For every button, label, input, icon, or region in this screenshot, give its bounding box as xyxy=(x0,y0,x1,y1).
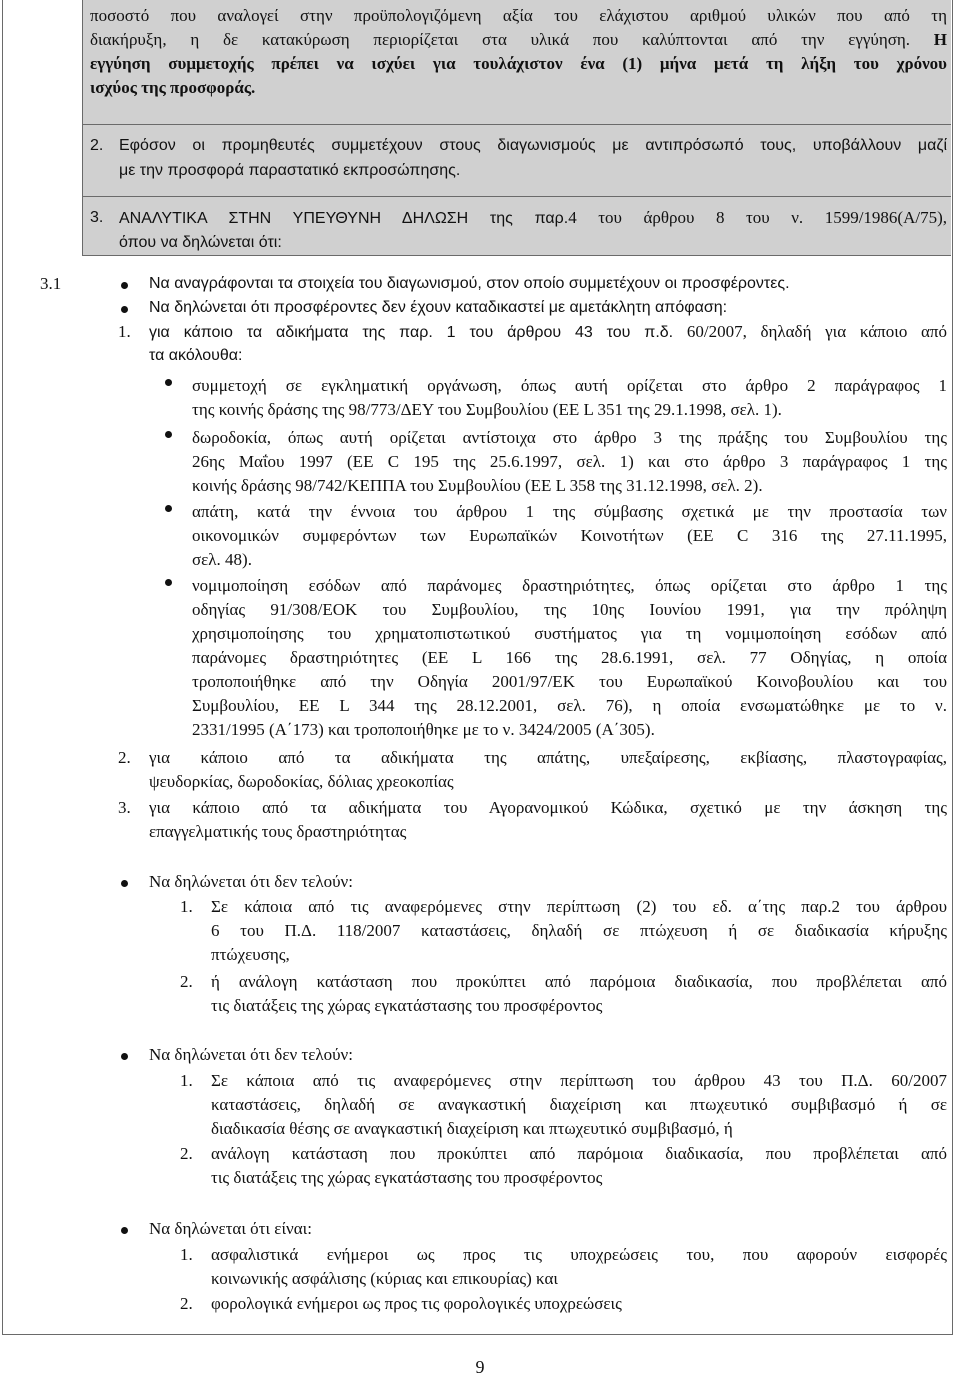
list-number: 1. xyxy=(180,897,193,916)
paragraph-line: διακήρυξη, η δε κατακύρωση περιορίζεται στα υλικά που καλύπτονται από την εγγύηση. Η xyxy=(90,30,947,49)
divider xyxy=(82,196,951,197)
list-item-text: Σε κάποια από τις αναφερόμενες στην περίπτωση του άρθρου 43 του Π.Δ. 60/2007 καταστάσεις, δηλαδή σε αναγκαστική διαχείριση και πτωχευτικό συμβιβασμό ή σε διαδικασία θέσης σε αναγκαστική διαχείριση και πτωχευτικό συμβιβασμό, ή xyxy=(211,1071,947,1138)
bullet-icon xyxy=(121,306,128,313)
list-number: 1. xyxy=(118,322,131,341)
bullet-icon xyxy=(165,579,172,586)
list-number: 1. xyxy=(180,1071,193,1090)
bullet-icon xyxy=(165,505,172,512)
requirement-line: Να δηλώνεται ότι προσφέροντες δεν έχουν καταδικαστεί με αμετάκλητη απόφαση: xyxy=(149,299,728,316)
divider xyxy=(82,124,951,125)
item-3-number: 3. xyxy=(90,209,104,226)
paragraph-line: ισχύος της προσφοράς. xyxy=(90,78,256,97)
list-item-text: για κάποιο τα αδικήματα της παρ. 1 του άρθρου 43 του π.δ. 60/2007, δηλαδή για κάποιο από τα ακόλουθα: xyxy=(149,322,947,364)
list-number: 2. xyxy=(180,1144,193,1163)
list-item-text: ή ανάλογη κατάσταση που προκύπτει από παρόμοια διαδικασία, που προβλέπεται από τις διατάξεις της χώρας εγκατάστασης του προσφέροντος xyxy=(211,972,947,1015)
page-number: 9 xyxy=(475,1357,485,1377)
list-number: 2. xyxy=(118,748,131,767)
list-item-text: Σε κάποια από τις αναφερόμενες στην περίπτωση (2) του εδ. α΄της παρ.2 του άρθρου 6 του Π.Δ. 118/2007 καταστάσεις, δηλαδή σε πτώχευση ή σε διαδικασία κήρυξης πτώχευσης, xyxy=(211,897,947,964)
requirement-line: Να αναγράφονται τα στοιχεία του διαγωνισμού, στον οποίο συμμετέχουν οι προσφέροντες. xyxy=(149,275,790,292)
list-number: 2. xyxy=(180,1294,193,1313)
bullet-icon xyxy=(121,1227,128,1234)
list-item-text: ασφαλιστικά ενήμεροι ως προς τις υποχρεώσεις του, που αφορούν εισφορές κοινωνικής ασφάλισης (κύριας και επικουρίας) και xyxy=(211,1245,947,1288)
item-3-heading: ΑΝΑΛΥΤΙΚΑ ΣΤΗΝ ΥΠΕΥΘΥΝΗ ΔΗΛΩΣΗ της παρ.4 του άρθρου 8 του ν. 1599/1986(Α/75), όπου να δηλώνεται ότι: xyxy=(119,208,947,251)
offense-item: νομιμοποίηση εσόδων από παράνομες δραστηριότητες, όπως ορίζεται στο άρθρο 1 της οδηγίας 91/308/ΕΟΚ του Συμβουλίου, της 10ης Ιουνίου 1991, για την πρόληψη χρησιμοποίησης του χρηματοπιστωτικού συστήματος για τη νομιμοποίηση εσόδων από παράνομες δραστηριότητες (ΕΕ L 166 της 28.6.1991, σελ. 77 Οδηγίας, η οποία τροποποιήθηκε από την Οδηγία 2001/97/ΕΚ του Ευρωπαϊκού Κοινοβουλίου και του Συμβουλίου, ΕΕ L 344 της 28.12.2001, σελ. 76), η οποία ενσωματώθηκε με το ν. 2331/1995 (Α΄173) και τροποποιήθηκε με το ν. 3424/2005 (Α΄305). xyxy=(192,576,947,739)
declaration-title: Να δηλώνεται ότι δεν τελούν: xyxy=(149,872,353,891)
list-number: 3. xyxy=(118,798,131,817)
guarantee-paragraph xyxy=(90,4,947,100)
paragraph-line: εγγύηση συμμετοχής πρέπει να ισχύει για τουλάχιστον ένα (1) μήνα μετά τη λήξη του χρόνου xyxy=(90,54,947,73)
section-number: 3.1 xyxy=(40,274,62,293)
item-2-text: Εφόσον οι προμηθευτές συμμετέχουν στους διαγωνισμούς με αντιπρόσωπό τους, υποβάλλουν μαζί με την προσφορά παραστατικό εκπροσώπησης. xyxy=(119,137,947,179)
bullet-icon xyxy=(121,880,128,887)
list-number: 1. xyxy=(180,1245,193,1264)
list-item-text: φορολογικά ενήμεροι ως προς τις φορολογικές υποχρεώσεις xyxy=(211,1294,622,1313)
bullet-icon xyxy=(121,1053,128,1060)
item-2-number: 2. xyxy=(90,137,104,154)
bullet-icon xyxy=(165,431,172,438)
offense-item: συμμετοχή σε εγκληματική οργάνωση, όπως αυτή ορίζεται στο άρθρο 2 παράγραφος 1 της κοινής δράσης της 98/773/ΔΕΥ του Συμβουλίου (ΕΕ L 351 της 29.1.1998, σελ. 1). xyxy=(192,376,947,419)
declaration-title: Να δηλώνεται ότι είναι: xyxy=(149,1219,312,1238)
list-item-text: για κάποιο από τα αδικήματα της απάτης, υπεξαίρεσης, εκβίασης, πλαστογραφίας, ψευδορκίας, δωροδοκίας, δόλιας χρεοκοπίας xyxy=(149,748,947,791)
bullet-icon xyxy=(165,379,172,386)
bullet-icon xyxy=(121,282,128,289)
list-number: 2. xyxy=(180,972,193,991)
declaration-title: Να δηλώνεται ότι δεν τελούν: xyxy=(149,1045,353,1064)
list-item-text: ανάλογη κατάσταση που προκύπτει από παρόμοια διαδικασία, που προβλέπεται από τις διατάξεις της χώρας εγκατάστασης του προσφέροντος xyxy=(211,1144,947,1187)
offense-item: δωροδοκία, όπως αυτή ορίζεται αντίστοιχα στο άρθρο 3 της πράξης του Συμβουλίου της 26ης Μαΐου 1997 (ΕΕ C 195 της 25.6.1997, σελ. 1) και στο άρθρο 3 παράγραφος 1 της κοινής δράσης 98/742/ΚΕΠΠΑ του Συμβουλίου (ΕΕ L 358 της 31.12.1998, σελ. 2). xyxy=(192,428,947,495)
offense-item: απάτη, κατά την έννοια του άρθρου 1 της σύμβασης σχετικά με την προστασία των οικονομικών συμφερόντων των Ευρωπαϊκών Κοινοτήτων (ΕΕ C 316 της 27.11.1995, σελ. 48). xyxy=(192,502,947,569)
list-item-text: για κάποιο από τα αδικήματα του Αγορανομικού Κώδικα, σχετικό με την άσκηση της επαγγελματικής τους δραστηριότητας xyxy=(149,798,947,841)
paragraph-line: ποσοστό που αναλογεί στην προϋπολογιζόμενη αξία του ελάχιστου αριθμού υλικών που από τη xyxy=(90,6,947,25)
